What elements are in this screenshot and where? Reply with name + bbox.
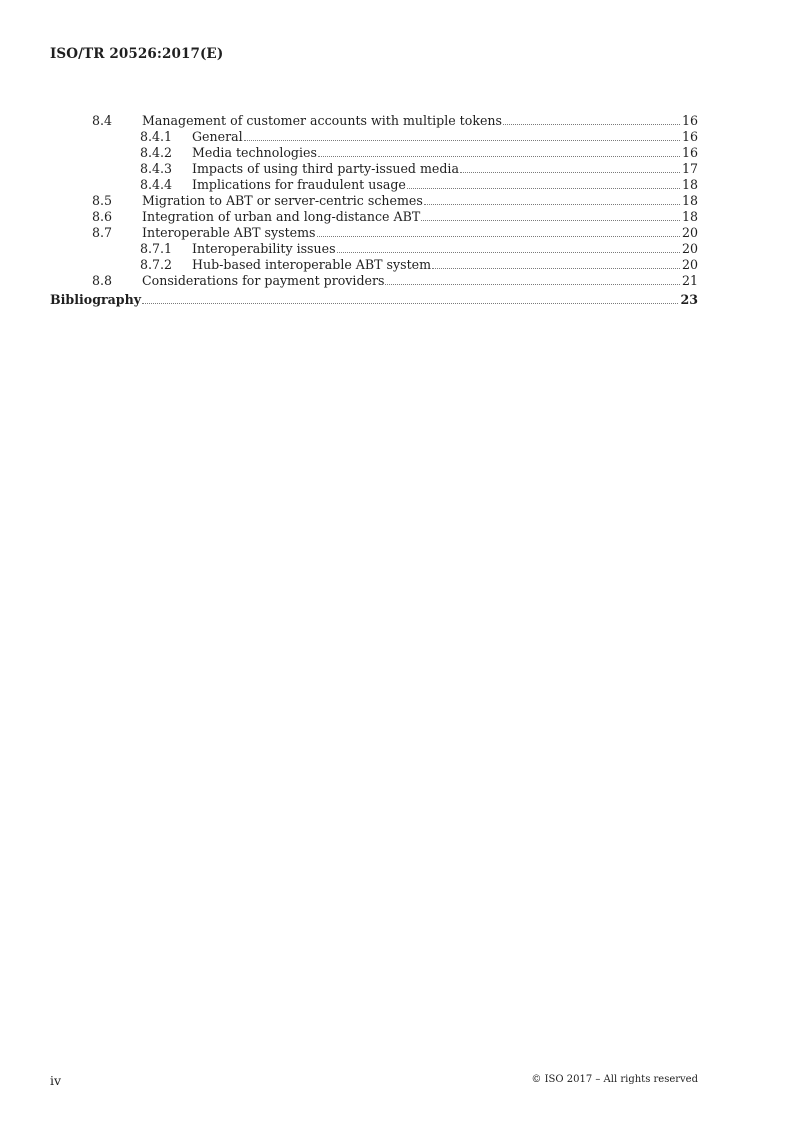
toc-entry-bibliography[interactable] xyxy=(50,290,698,308)
toc-entry-page: 21 xyxy=(681,273,698,288)
toc-entry-title: Interoperable ABT systems xyxy=(142,225,316,240)
dot-leader xyxy=(432,268,680,269)
toc-entry-page: 17 xyxy=(681,161,698,176)
toc-entry[interactable] xyxy=(50,129,698,145)
toc-entry-number: 8.4.3 xyxy=(140,161,173,176)
toc-entry-title: General xyxy=(192,129,243,144)
toc-entry-number: 8.5 xyxy=(92,193,113,208)
toc-entry-number: 8.4 xyxy=(92,113,113,128)
toc-entry-number: 8.4.4 xyxy=(140,177,173,192)
toc-entry-number: 8.7.2 xyxy=(140,257,173,272)
toc-entry-title: Hub-based interoperable ABT system xyxy=(192,257,432,272)
dot-leader xyxy=(385,284,680,285)
toc-entry-number: 8.4.2 xyxy=(140,145,173,160)
toc-entry-page: 23 xyxy=(680,292,698,307)
toc-entry-page: 20 xyxy=(681,257,698,272)
toc-entry[interactable] xyxy=(50,113,698,129)
toc-entry-number: 8.6 xyxy=(92,209,113,224)
toc-entry-title: Media technologies xyxy=(192,145,317,160)
toc-entry-number: 8.7 xyxy=(92,225,113,240)
toc-entry-title: Bibliography xyxy=(50,292,142,307)
toc-entry-page: 18 xyxy=(681,193,698,208)
document-id-header: ISO/TR 20526:2017(E) xyxy=(50,46,224,62)
toc-entry-title: Management of customer accounts with multiple tokens xyxy=(142,113,502,128)
toc-entry-title: Considerations for payment providers xyxy=(142,273,385,288)
toc-entry-page: 16 xyxy=(681,145,698,160)
toc-entry-title: Interoperability issues xyxy=(192,241,336,256)
dot-leader xyxy=(421,220,680,221)
toc-entry[interactable] xyxy=(50,241,698,257)
toc-entry[interactable] xyxy=(50,145,698,161)
toc-entry-number: 8.4.1 xyxy=(140,129,173,144)
toc-entry-number: 8.7.1 xyxy=(140,241,173,256)
toc-entry-page: 16 xyxy=(681,113,698,128)
toc-entry-page: 18 xyxy=(681,177,698,192)
dot-leader xyxy=(337,252,680,253)
toc-entry[interactable] xyxy=(50,257,698,273)
toc-entry-title: Implications for fraudulent usage xyxy=(192,177,406,192)
dot-leader xyxy=(503,124,680,125)
page-number: iv xyxy=(50,1073,62,1088)
toc-entry-title: Migration to ABT or server-centric schemes xyxy=(142,193,423,208)
toc-entry[interactable] xyxy=(50,177,698,193)
toc-entry-page: 18 xyxy=(681,209,698,224)
toc-entry[interactable] xyxy=(50,225,698,241)
dot-leader xyxy=(424,204,680,205)
table-of-contents xyxy=(50,113,698,308)
toc-entry[interactable] xyxy=(50,161,698,177)
toc-entry-title: Impacts of using third party-issued media xyxy=(192,161,459,176)
toc-entry-page: 16 xyxy=(681,129,698,144)
toc-entry[interactable] xyxy=(50,209,698,225)
toc-entry[interactable] xyxy=(50,193,698,209)
toc-entry-title: Integration of urban and long-distance ABT xyxy=(142,209,421,224)
toc-entry-page: 20 xyxy=(681,225,698,240)
dot-leader xyxy=(318,156,680,157)
dot-leader xyxy=(460,172,680,173)
toc-entry-number: 8.8 xyxy=(92,273,113,288)
toc-entry-page: 20 xyxy=(681,241,698,256)
dot-leader xyxy=(407,188,680,189)
copyright-notice: © ISO 2017 – All rights reserved xyxy=(531,1074,698,1085)
toc-entry[interactable] xyxy=(50,273,698,289)
dot-leader xyxy=(244,140,680,141)
dot-leader xyxy=(142,303,678,304)
dot-leader xyxy=(317,236,680,237)
